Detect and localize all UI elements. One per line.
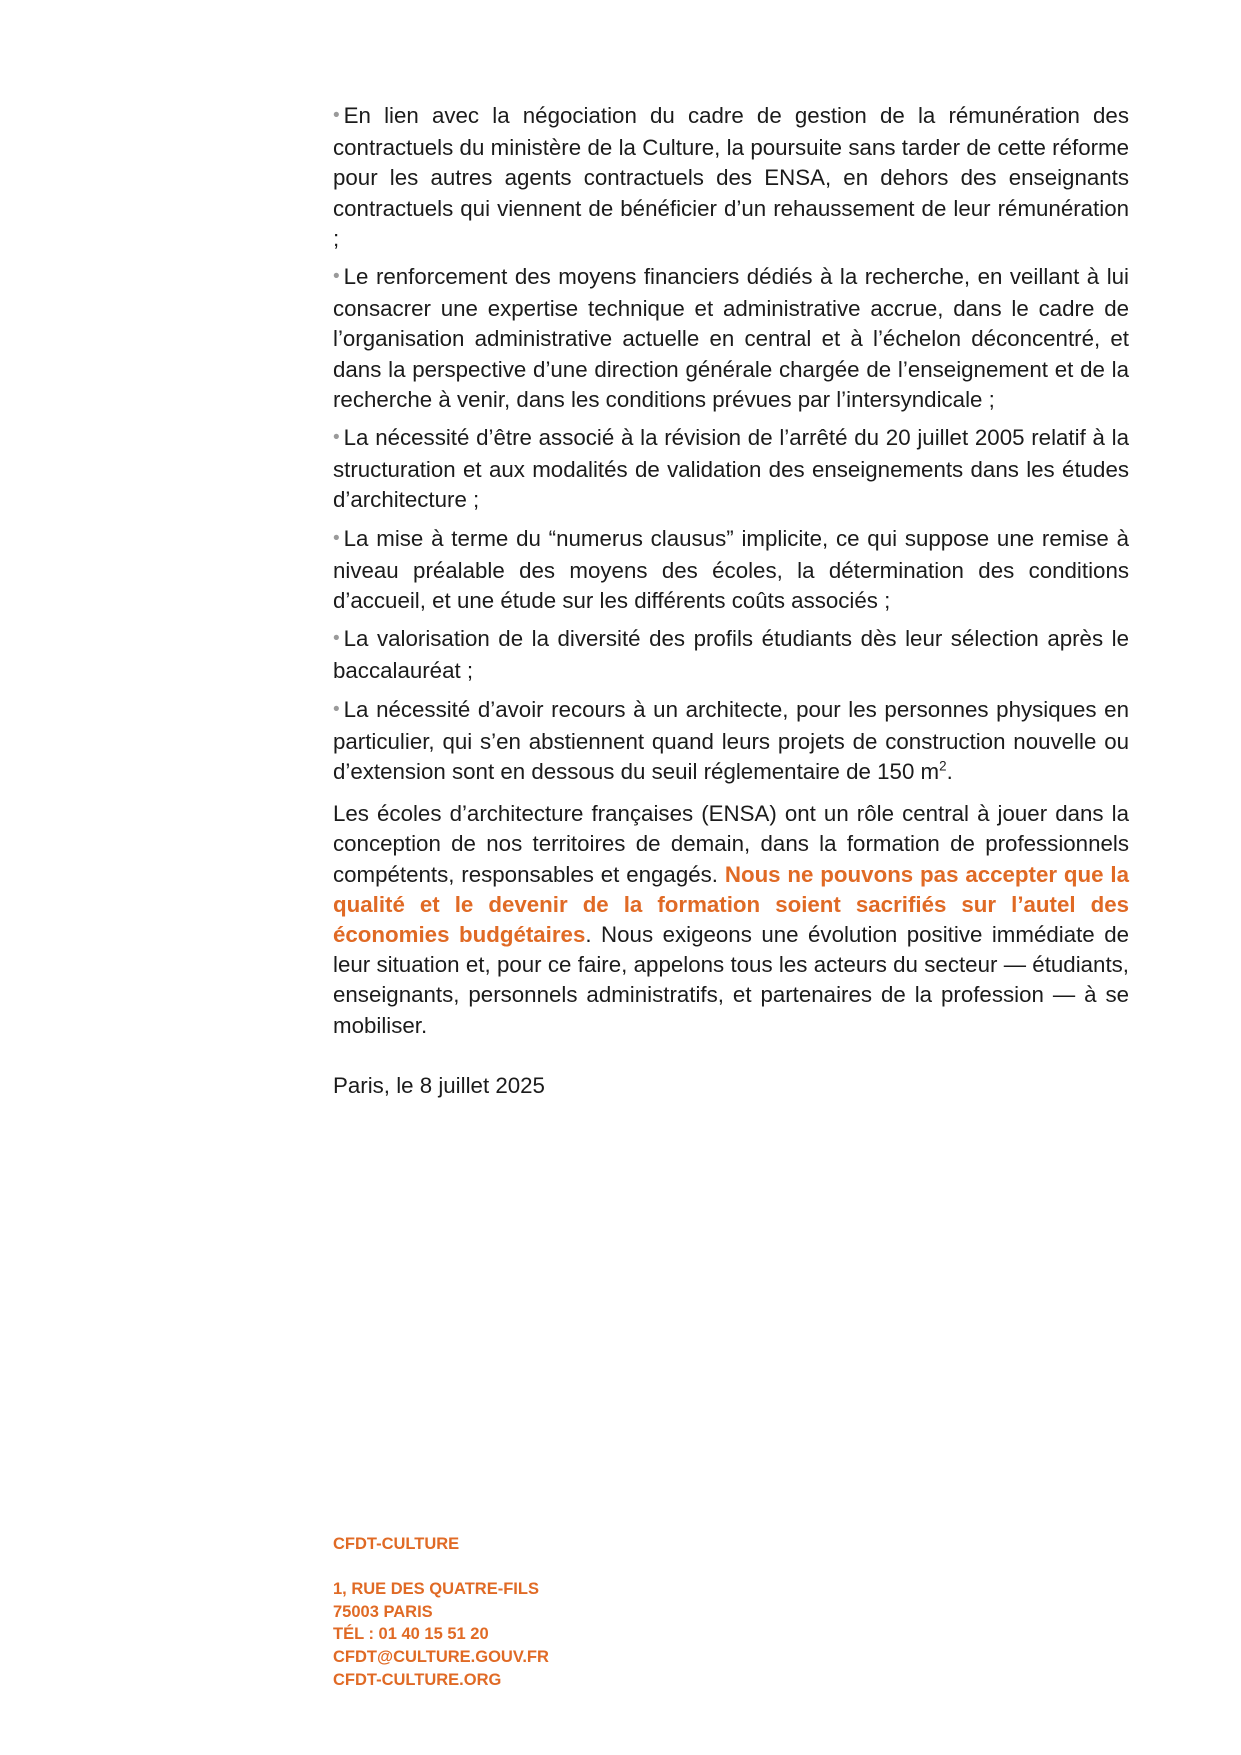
bullet-text: La valorisation de la diversité des profils étudiants dès leur sélection après le baccalauréat ;: [333, 626, 1129, 684]
conclusion-paragraph: [333, 799, 1129, 1041]
signature-date: Paris, le 8 juillet 2025: [333, 1072, 545, 1098]
bullet-item: [333, 695, 1129, 788]
phone-number: TÉL : 01 40 15 51 20: [333, 1625, 489, 1644]
conclusion-intro: Les écoles d’architecture françaises (ENSA) ont un rôle central à jouer dans la conception de nos territoires de demain, dans la formation de professionnels compétents, responsables et engagés.: [333, 801, 1129, 887]
email-link[interactable]: CFDT@CULTURE.GOUV.FR: [333, 1647, 549, 1666]
bullet-text: La mise à terme du “numerus clausus” implicite, ce qui suppose une remise à niveau préalable des moyens des écoles, la détermination des conditions d’accueil, et une étude sur les différents coûts associés ;: [333, 525, 1129, 614]
bullet-icon: •: [333, 266, 340, 288]
bullet-text: La nécessité d’être associé à la révision de l’arrêté du 20 juillet 2005 relatif à la structuration et aux modalités de validation des enseignements dans les études d’architecture ;: [333, 425, 1129, 513]
organization-name: CFDT-CULTURE: [333, 1535, 460, 1553]
bullet-item: [333, 101, 1129, 254]
bullet-item: [333, 624, 1129, 686]
bullet-icon: •: [333, 427, 340, 449]
bullet-icon: •: [333, 105, 340, 126]
bullet-item: [333, 524, 1129, 617]
conclusion-outro: . Nous exigeons une évolution positive immédiate de leur situation et, pour ce faire, appelons tous les acteurs du secteur — étudiants, enseignants, personnels administratifs, et partenaires de la profession — à se mobiliser.: [333, 922, 1129, 1038]
document-body: [333, 101, 1129, 1123]
bullet-icon: •: [333, 527, 340, 549]
address-line-2: 75003 PARIS: [333, 1602, 433, 1621]
bullet-text: En lien avec la négociation du cadre de gestion de la rémunération des contractuels du ministère de la Culture, la poursuite sans tarder de cette réforme pour les autres agents contractuels des ENSA, en dehors des enseignants contractuels qui viennent de bénéficier d’un rehaussement de leur rémunération ;: [333, 103, 1129, 251]
bullet-icon: •: [333, 628, 340, 650]
address-line-1: 1, RUE DES QUATRE-FILS: [333, 1580, 539, 1599]
bullet-icon: •: [333, 698, 340, 720]
superscript: 2: [939, 758, 947, 774]
bullet-text: La nécessité d’avoir recours à un architecte, pour les personnes physiques en particulier, qui s’en abstiennent quand leurs projets de construction nouvelle ou d’extension sont en dessous du seuil réglementaire de 150 m: [333, 696, 1129, 785]
highlighted-statement: Nous ne pouvons pas accepter que la qualité et le devenir de la formation soient sacrifiés sur l’autel des économies budgétaires: [333, 861, 1129, 948]
website-link[interactable]: CFDT-CULTURE.ORG: [333, 1670, 502, 1689]
bullet-text: Le renforcement des moyens financiers dédiés à la recherche, en veillant à lui consacrer une expertise technique et administrative accrue, dans le cadre de l’organisation administrative actuelle en central et à l’échelon déconcentré, et dans la perspective d’une direction générale chargée de l’enseignement et de la recherche à venir, dans les conditions prévues par l’intersyndicale ;: [333, 264, 1129, 412]
contact-footer: [333, 1533, 549, 1691]
bullet-end: .: [946, 759, 953, 785]
bullet-item: [333, 262, 1129, 415]
bullet-item: [333, 423, 1129, 516]
